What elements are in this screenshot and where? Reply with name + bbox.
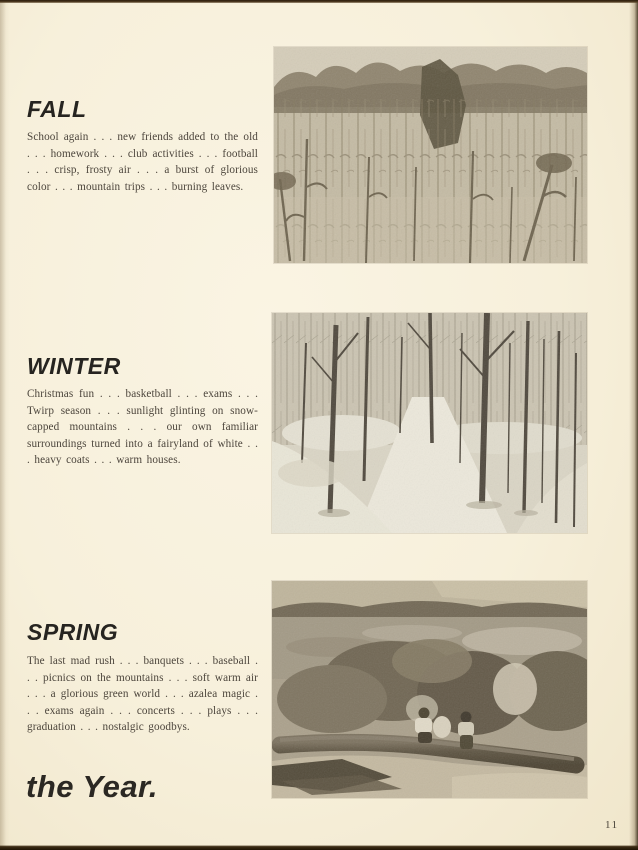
scan-edge-left — [0, 0, 6, 850]
section-text-fall: School again . . . new friends added to the old . . . homework . . . club activities . . . football . . . crisp, frosty air . . . a burst of glorious color . . . mountain trips . . . burning leaves. — [27, 131, 258, 193]
section-heading-spring: SPRING — [27, 619, 119, 645]
scan-edge-bottom — [0, 845, 638, 850]
scan-edge-top — [0, 0, 638, 3]
scan-edge-right — [629, 0, 638, 850]
page-title-the-year: the Year. — [26, 769, 159, 804]
section-text-winter: Christmas fun . . . basketball . . . exams . . . Twirp season . . . sunlight glinting on snow-capped mountains . . . our own familiar surroundings turned into a fairyland of white . . . heavy coats . . . warm houses. — [27, 388, 258, 467]
section-heading-fall: FALL — [27, 96, 87, 122]
winter-photo — [272, 313, 587, 533]
page-number: 11 — [605, 819, 619, 831]
fall-photo — [274, 47, 587, 263]
section-heading-winter: WINTER — [27, 353, 121, 379]
spring-photo — [272, 581, 587, 798]
section-text-spring: The last mad rush . . . banquets . . . baseball . . . picnics on the mountains . . . soft warm air . . . a glorious green world . . . azalea magic . . . exams again . . . concerts . . . plays . . . graduation . . . nostalgic goodbys. — [27, 655, 258, 734]
